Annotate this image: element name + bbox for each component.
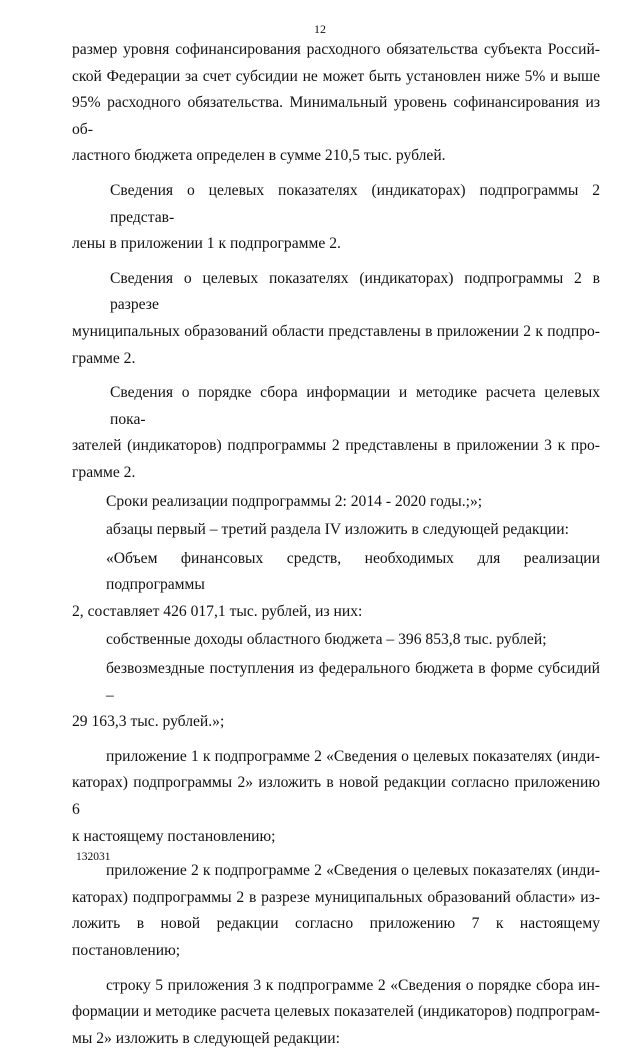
paragraph-federal-subsidies (72, 656, 600, 736)
paragraph-own-revenues (72, 627, 600, 654)
text-line: размер уровня софинансирования расходного обязательства субъекта Россий- (72, 41, 600, 58)
text-line: Сведения о целевых показателях (индикаторах) подпрограммы 2 представ- (110, 181, 600, 226)
text-line: каторах) подпрограммы 2 в разрезе муниципальных образований области» из- (72, 888, 600, 906)
text-line: грамме 2. (72, 463, 136, 481)
paragraph-appendix-3-row-5 (72, 973, 600, 1052)
paragraph-section-iv-amendment (72, 517, 600, 544)
paragraph-implementation-period (72, 489, 600, 516)
text-line: Сведения о целевых показателях (индикаторах) подпрограммы 2 в разрезе (110, 269, 600, 314)
text-line: лены в приложении 1 к подпрограмме 2. (72, 235, 341, 253)
text-line: ложить в новой редакции согласно приложению 7 к настоящему постановлению; (72, 915, 600, 959)
text-line: «Объем финансовых средств, необходимых для реализации подпрограммы (106, 549, 600, 594)
text-line: грамме 2. (72, 349, 136, 367)
paragraph-indicators-appendix-2 (72, 266, 600, 372)
text-line: абзацы первый – третий раздела IV изложить в следующей редакции: (106, 521, 569, 539)
text-line: мы 2» изложить в следующей редакции: (72, 1029, 340, 1047)
text-line: муниципальных образований области представлены в приложении 2 к подпро- (72, 322, 600, 340)
text-line: 29 163,3 тыс. рублей.»; (72, 713, 225, 731)
document-code: 132031 (76, 851, 111, 863)
paragraph-indicators-methodology (72, 380, 600, 486)
text-line: строку 5 приложения 3 к подпрограмме 2 «Сведения о порядке сбора ин- (106, 976, 600, 994)
text-line: ской Федерации за счет субсидии не может быть установлен ниже 5% и выше (72, 67, 600, 85)
paragraph-cofinancing-level (72, 37, 600, 170)
paragraph-financing-volume (72, 546, 600, 626)
text-line: приложение 1 к подпрограмме 2 «Сведения о целевых показателях (инди- (106, 747, 600, 765)
text-line: каторах) подпрограммы 2» изложить в новой редакции согласно приложению 6 (72, 774, 600, 819)
text-line: 2, составляет 426 017,1 тыс. рублей, из них: (72, 602, 363, 620)
paragraph-appendix-2-amendment (72, 858, 600, 964)
paragraph-indicators-appendix-1 (72, 178, 600, 258)
document-body (72, 37, 600, 1052)
paragraph-appendix-1-amendment (72, 744, 600, 850)
text-line: собственные доходы областного бюджета – 396 853,8 тыс. рублей; (106, 631, 547, 649)
text-line: Сроки реализации подпрограммы 2: 2014 - 2020 годы.;»; (106, 492, 483, 510)
text-line: к настоящему постановлению; (72, 827, 276, 845)
text-line: зателей (индикаторов) подпрограммы 2 представлены в приложении 3 к про- (72, 437, 600, 455)
text-line: безвозмездные поступления из федерального бюджета в форме субсидий – (106, 660, 600, 704)
text-line: ластного бюджета определен в сумме 210,5 тыс. рублей. (72, 147, 446, 165)
text-line: приложение 2 к подпрограмме 2 «Сведения о целевых показателях (инди- (106, 862, 600, 880)
text-line: 95% расходного обязательства. Минимальный уровень софинансирования из об- (72, 94, 600, 138)
text-line: Сведения о порядке сбора информации и методике расчета целевых пока- (110, 384, 600, 428)
page-number: 12 (314, 22, 326, 36)
text-line: формации и методике расчета целевых показателей (индикаторов) подпрограм- (72, 1003, 600, 1021)
